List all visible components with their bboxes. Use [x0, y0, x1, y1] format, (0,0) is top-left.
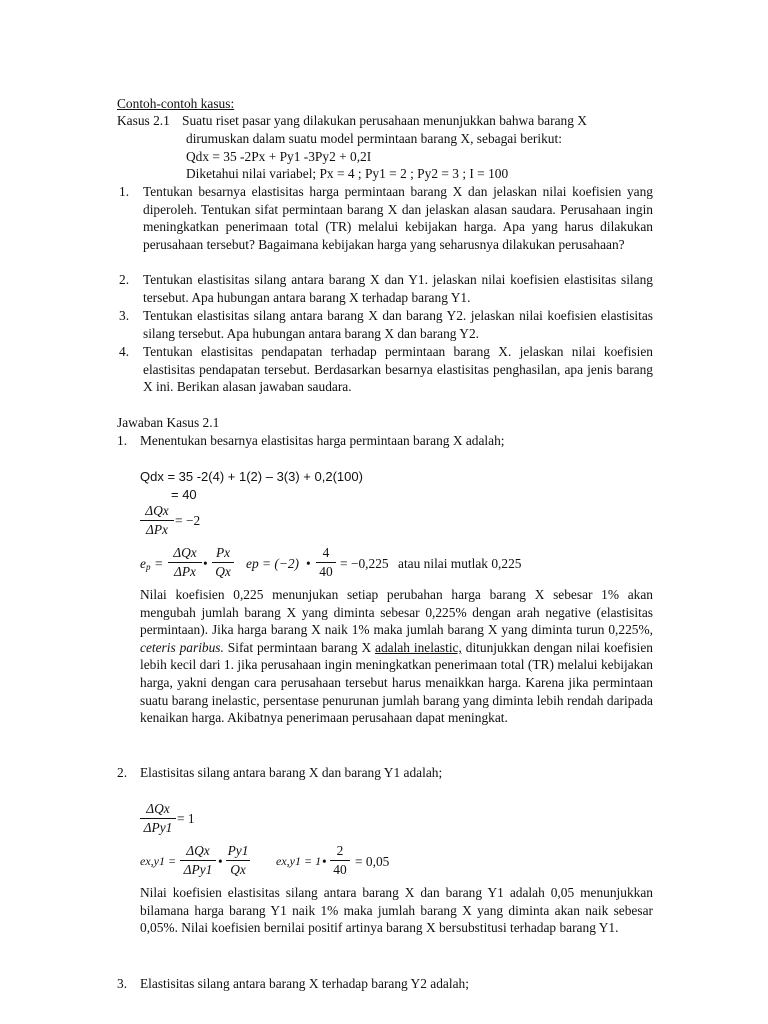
question-4-text: Tentukan elastisitas pendapatan terhadap permintaan barang X. jelaskan nilai koefisien elastisitas pendapatan tersebut. Berdasarkan besarnya elastisitas penghasilan, apa jenis barang X ini. Berikan alasan jawaban saudara. [143, 344, 653, 395]
delta-qx: ΔQx [186, 843, 210, 858]
ep-ratio-fraction [212, 545, 234, 580]
qdx-calc-line1: Qdx = 35 -2(4) + 1(2) – 3(3) + 0,2(100) [140, 469, 363, 484]
case-intro-line2: dirumuskan dalam suatu model permintaan barang X, sebagai berikut: [186, 131, 562, 146]
slope-numerator: ΔQx [145, 503, 169, 518]
delta-px: ΔPx [174, 564, 196, 579]
answer-1-explanation: Nilai koefisien 0,225 menunjukan setiap perubahan harga barang X sebesar 1% akan mengubah jumlah barang X yang diminta sebesar 0,225% dengan arah negative (elastisitas permintaan). Jika harga barang X naik 1% maka jumlah barang X yang diminta turun 0,225%, ceteris paribus. Sifat permintaan barang X adalah inelastic, ditunjukkan dengan nilai koefisien lebih kecil dari 1. jika perusahaan ingin meningkatkan penerimaan total (TR) melalui kebijakan harga, yakni dengan cara perusahaan tersebut harus menaikkan harga. Karena jika permintaan suatu barang inelastic, persentase penurunan jumlah barang yang diminta lebih rendah daripada kenaikan harga. Akibatnya penerimaan perusahaan dapat meningkat. [140, 587, 653, 726]
two-over-forty [330, 843, 350, 878]
dot-operator: • [322, 854, 327, 869]
exy-delta-fraction [180, 843, 216, 878]
question-number: 4. [119, 344, 130, 359]
question-number: 3. [119, 308, 130, 323]
qx: Qx [230, 862, 246, 877]
px: Px [215, 545, 231, 560]
answer-number: 2. [117, 765, 128, 780]
answer-3-lead: Elastisitas silang antara barang X terhadap barang Y2 adalah; [140, 976, 469, 991]
answer-2-lead: Elastisitas silang antara barang X dan barang Y1 adalah; [140, 765, 443, 780]
exy-ratio-fraction [226, 843, 250, 878]
cross-slope-value: = 1 [177, 811, 195, 826]
qdx-calc-line2: = 40 [171, 487, 197, 502]
question-1-text: Tentukan besarnya elastisitas harga permintaan barang X dan jelaskan nilai koefisien yang diperoleh. Tentukan sifat permintaan barang X dan jelaskan alasan saudara. Perusahaan ingin meningkatkan penerimaan total (TR) melalui kebijakan harga. Apa yang harus dilakukan perusahaan tersebut? Bagaimana kebijakan harga yang seharusnya dilakukan perusahaan? [143, 184, 653, 252]
absolute-value-note: atau nilai mutlak 0,225 [398, 556, 522, 571]
exy-result: = 0,05 [355, 854, 390, 869]
ep-symbol: $e_p$ [140, 556, 151, 572]
case-demand-model: Qdx = 35 -2Px + Py1 -3Py2 + 0,2I [186, 149, 372, 164]
ep-result: = −0,225 [340, 556, 389, 571]
delta-py1: ΔPy1 [143, 820, 173, 835]
question-3-text: Tentukan elastisitas silang antara barang X dan barang Y2. jelaskan nilai koefisien elastisitas silang tersebut. Apa hubungan antara barang X dan barang Y2. [143, 308, 653, 341]
delta-py1: ΔPy1 [183, 862, 213, 877]
slope-fraction [140, 503, 174, 538]
cross-slope-fraction [140, 801, 176, 836]
slope-denominator: ΔPx [146, 522, 168, 537]
slope-value: = −2 [175, 513, 201, 528]
delta-qx: ΔQx [173, 545, 197, 560]
answer-title: Jawaban Kasus 2.1 [117, 415, 220, 430]
numerator-four: 4 [322, 545, 330, 560]
section-heading: Contoh-contoh kasus: [117, 96, 235, 111]
question-2-text: Tentukan elastisitas silang antara barang X dan Y1. jelaskan nilai koefisien elastisitas silang tersebut. Apa hubungan antara barang X terhadap barang Y1. [143, 272, 653, 305]
question-number: 2. [119, 272, 130, 287]
denominator-forty: 40 [319, 564, 333, 579]
dot-operator: • [203, 556, 208, 571]
answer-number: 3. [117, 976, 128, 991]
case-intro-line1: Suatu riset pasar yang dilakukan perusahaan menunjukkan bahwa barang X [182, 113, 587, 128]
ep-equals: = [155, 556, 163, 571]
denominator-forty: 40 [333, 862, 347, 877]
case-title: Kasus 2.1 [117, 113, 170, 128]
exy-symbol: ex,y1 = [140, 854, 177, 868]
answer-2-explanation: Nilai koefisien elastisitas silang antara barang X dan barang Y1 adalah 0,05 menunjukkan bilamana harga barang Y1 naik 1% maka jumlah barang X yang diminta akan naik sebesar 0,05%. Nilai koefisien bernilai positif artinya barang X bersubstitusi terhadap barang Y1. [140, 885, 653, 936]
ep-substitution: ep = (−2) [246, 556, 300, 571]
exy-substitution: ex,y1 = 1 [276, 854, 322, 868]
dot-operator: • [306, 556, 311, 571]
ep-delta-fraction [168, 545, 202, 580]
case-given-values: Diketahui nilai variabel; Px = 4 ; Py1 = 2 ; Py2 = 3 ; I = 100 [186, 166, 509, 181]
answer-1-lead: Menentukan besarnya elastisitas harga permintaan barang X adalah; [140, 433, 505, 448]
dot-operator: • [218, 854, 223, 869]
four-over-forty [316, 545, 336, 580]
py1: Py1 [227, 843, 249, 858]
question-number: 1. [119, 184, 130, 199]
answer-number: 1. [117, 433, 128, 448]
delta-qx: ΔQx [146, 801, 170, 816]
numerator-two: 2 [336, 843, 344, 858]
qx: Qx [215, 564, 231, 579]
